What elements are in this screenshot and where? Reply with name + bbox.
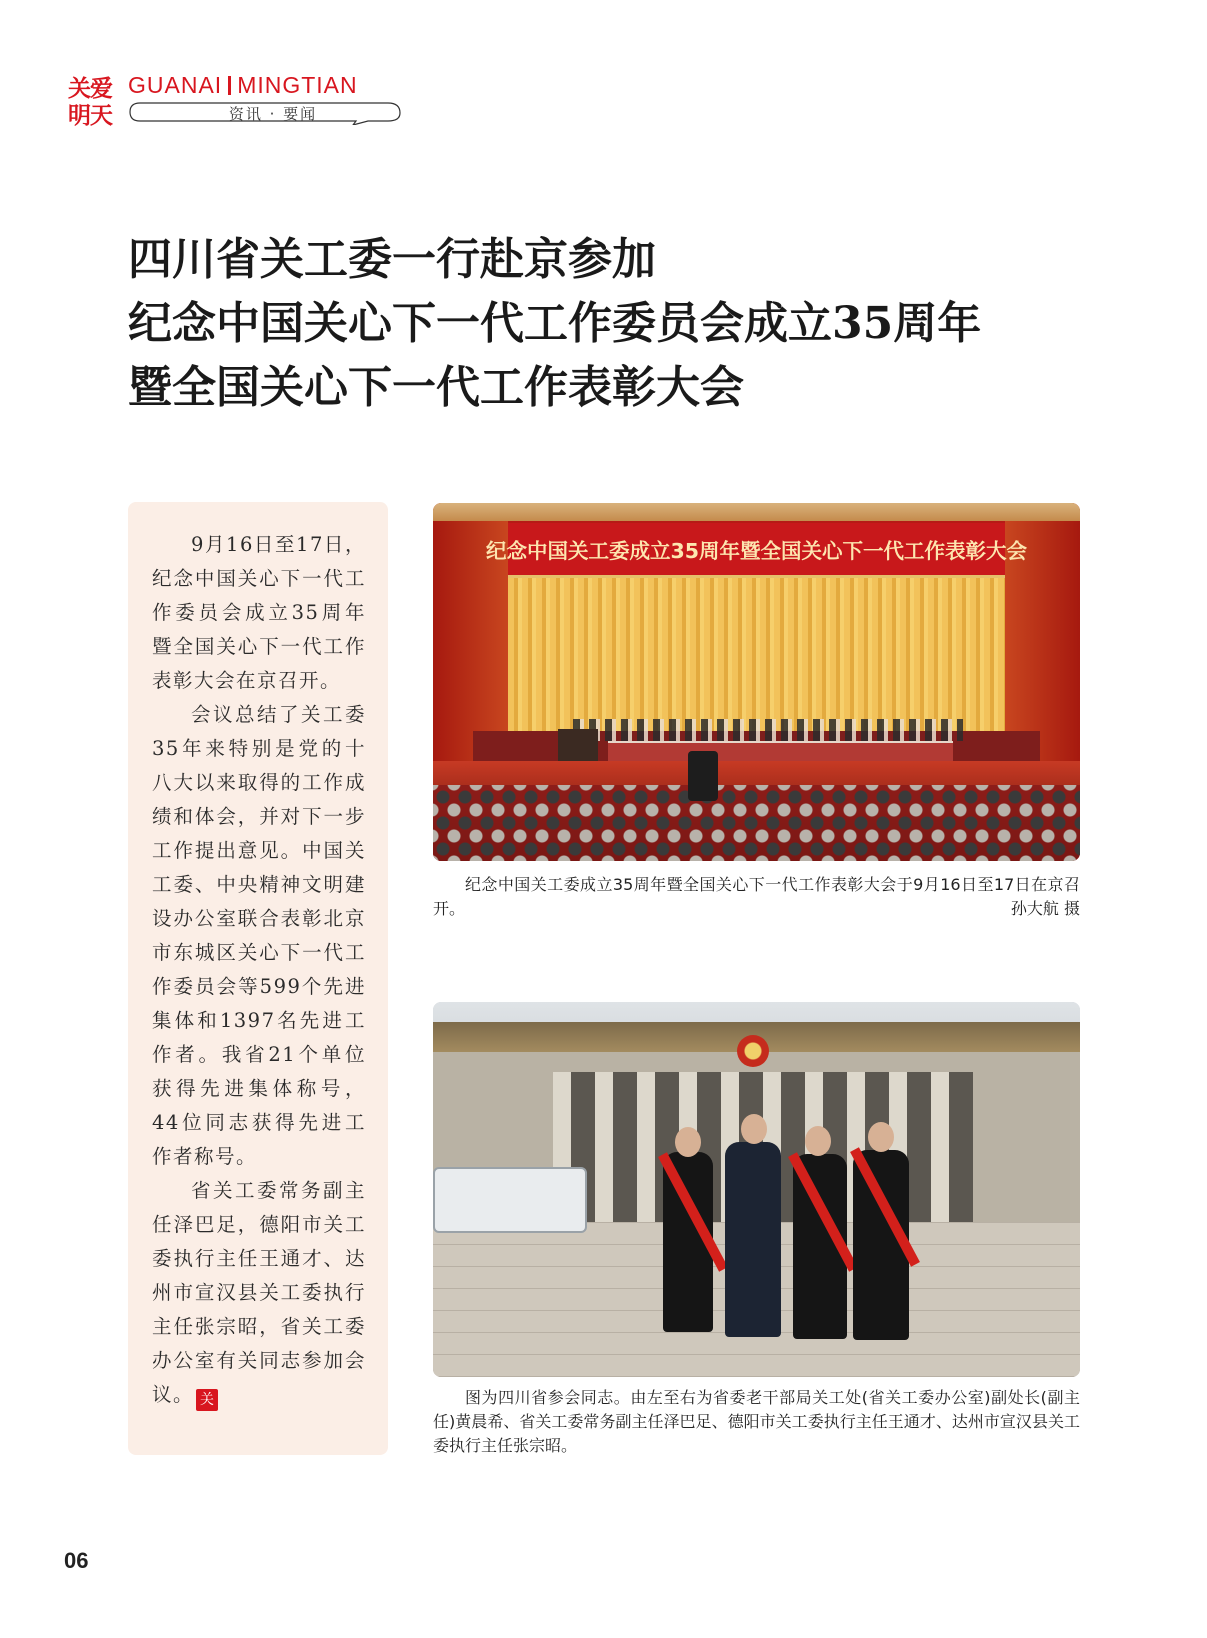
stage-banner	[485, 523, 1028, 578]
section-label: 资讯 · 要闻	[228, 105, 318, 123]
person-2-head	[741, 1114, 767, 1144]
national-emblem-icon	[737, 1035, 769, 1067]
person-2	[725, 1142, 781, 1337]
photo1-credit: 孙大航 摄	[1010, 899, 1080, 918]
logo-line-2: 明天	[68, 103, 112, 129]
camera-icon	[688, 751, 718, 801]
stage-curtain	[508, 578, 1005, 733]
article-end-mark: 关	[196, 1389, 218, 1411]
person-4-head	[868, 1122, 894, 1152]
brand-separator	[228, 76, 231, 95]
paragraph-3-text: 省关工委常务副主任泽巴足，德阳市关工委执行主任王通才、达州市宣汉县关工委执行主任张宗昭，省关工委办公室有关同志参加会议。	[152, 1179, 366, 1406]
hall-ceiling	[433, 503, 1080, 521]
magazine-brand	[128, 72, 358, 99]
logo-line-1: 关爱	[68, 76, 112, 102]
page-number: 06	[64, 1548, 89, 1573]
person-1-head	[675, 1127, 701, 1157]
photo1-caption: 纪念中国关工委成立35周年暨全国关心下一代工作表彰大会于9月16日至17日在京召开。	[433, 875, 1080, 918]
audience	[433, 785, 1080, 861]
paragraph-2: 会议总结了关工委35年来特别是党的十八大以来取得的工作成绩和体会，并对下一步工作提出意见。中国关工委、中央精神文明建设办公室联合表彰北京市东城区关心下一代工作委员会等599个先进集体和1397名先进工作者。我省21个单位获得先进集体称号，44位同志获得先进工作者称号。	[152, 703, 366, 1168]
presidium-row	[573, 719, 963, 741]
paragraph-1: 9月16日至17日，纪念中国关心下一代工作委员会成立35周年暨全国关心下一代工作表彰大会在京召开。	[152, 533, 366, 692]
photo2-caption: 图为四川省参会同志。由左至右为省委老干部局关工处(省关工委办公室)副处长(副主任)黄晨希、省关工委常务副主任泽巴足、德阳市关工委执行主任王通才、达州市宣汉县关工委执行主任张宗昭。	[433, 1388, 1080, 1455]
bus	[433, 1167, 587, 1233]
title-line-2: 纪念中国关心下一代工作委员会成立35周年	[128, 298, 982, 349]
person-3-head	[805, 1126, 831, 1156]
stage-banner-text: 纪念中国关工委成立35周年暨全国关心下一代工作表彰大会	[485, 539, 1028, 563]
title-line-1: 四川省关工委一行赴京参加	[128, 234, 656, 285]
article-title	[128, 228, 1128, 420]
article-body	[128, 502, 388, 1455]
brand-right: MINGTIAN	[237, 72, 358, 98]
paragraph-3	[152, 1174, 366, 1412]
title-line-3: 暨全国关心下一代工作表彰大会	[128, 362, 744, 413]
section-tag	[128, 101, 488, 125]
great-hall-group-photo	[433, 1002, 1080, 1377]
magazine-logo	[68, 76, 120, 130]
conference-hall-photo	[433, 503, 1080, 861]
brand-left: GUANAI	[128, 72, 223, 98]
